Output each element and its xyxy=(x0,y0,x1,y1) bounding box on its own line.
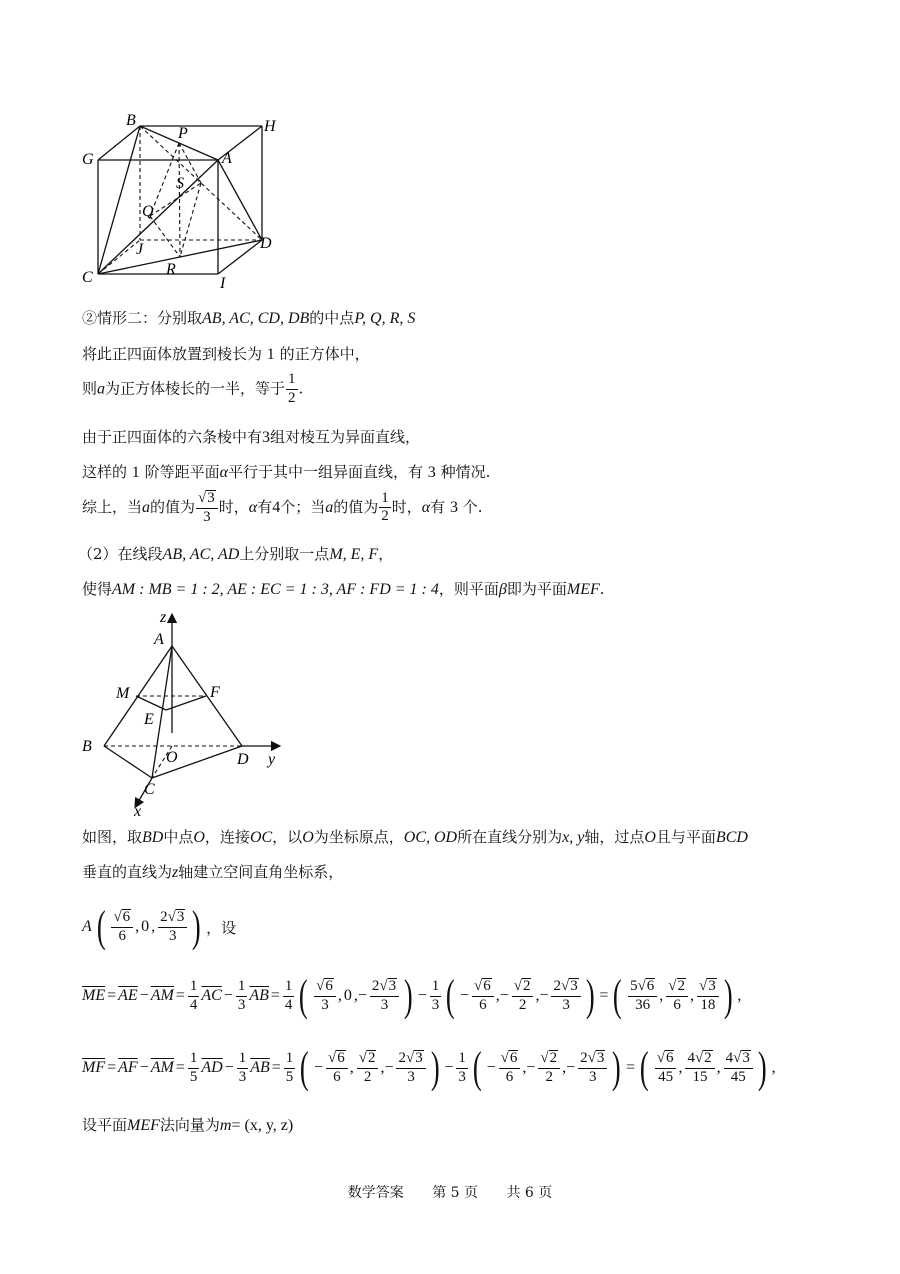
label-B: B xyxy=(126,112,136,129)
label-A: A xyxy=(222,150,232,167)
label-E: E xyxy=(144,711,154,728)
label-z: z xyxy=(160,609,167,626)
cube-figure xyxy=(80,108,290,293)
label-I: I xyxy=(220,275,226,292)
page-footer xyxy=(0,1182,900,1202)
footer-page: 第 5 页 xyxy=(432,1185,478,1201)
label-F: F xyxy=(210,684,220,701)
label-S: S xyxy=(176,175,184,192)
label-H: H xyxy=(264,118,276,135)
normal-vector-line: 设平面MEF法向量为m= (x, y, z) xyxy=(82,1116,294,1134)
point-A-line: A ( $\frac{√6}{6}$ , 0 , $\frac{2√3}{3}$ ) ，设 xyxy=(82,902,237,951)
label-P: P xyxy=(178,125,188,142)
tetra-figure xyxy=(80,608,290,818)
label-A2: A xyxy=(154,631,164,648)
part2-line: （2）在线段AB, AC, AD上分别取一点M, E, F， xyxy=(78,545,394,563)
footer-total: 共 6 页 xyxy=(506,1185,553,1201)
footer-subject: 数学答案 xyxy=(347,1185,404,1201)
eq-ME: $\overline{ME}$ = $\overline{AE}$ − $\overline{AM}$ = $\frac{1}{4}$ $\overline{AC}$ − $\frac{1}{3}$ $\overline{AB}$ = $\frac{1}{4}$ ( $\frac{√6}{3}$ , 0 ,− $\frac{2√3}{3}$ ) − $\frac{1}{3}$ ( − $\frac{√6}{6}$ ,− $\frac{√2}{2}$ ,− $\frac{2√3}{3}$ ) = ( $\frac{5√6}{36}$ , $\frac{√2}{6}$ , $\frac{√3}{18}$ ) , xyxy=(82,971,742,1020)
eq-MF: $\overline{MF}$ = $\overline{AF}$ − $\overline{AM}$ = $\frac{1}{5}$ $\overline{AD}$ − $\frac{1}{3}$ $\overline{AB}$ = $\frac{1}{5}$ ( − $\frac{√6}{6}$ , $\frac{√2}{2}$ ,− $\frac{2√3}{3}$ ) − $\frac{1}{3}$ ( − $\frac{√6}{6}$ ,− $\frac{√2}{2}$ ,− $\frac{2√3}{3}$ ) = ( $\frac{√6}{45}$ , $\frac{4√2}{15}$ , $\frac{4√3}{45}$ ) , xyxy=(82,1043,776,1092)
label-x: x xyxy=(134,803,142,818)
label-y: y xyxy=(268,751,276,768)
coord-line-1: 如图，取BD中点O，连接OC，以O为坐标原点，OC, OD所在直线分别为x, y轴，过点O且与平面BCD xyxy=(82,828,748,846)
label-M: M xyxy=(116,685,130,702)
label-D2: D xyxy=(237,751,249,768)
label-C: C xyxy=(82,269,93,286)
place-line: 将此正四面体放置到棱长为 1 的正方体中， xyxy=(82,345,370,363)
label-B2: B xyxy=(82,738,92,755)
pairs-line: 由于正四面体的六条棱中有3组对棱互为异面直线， xyxy=(82,428,421,446)
label-C2: C xyxy=(144,781,155,798)
label-J: J xyxy=(136,241,144,258)
ratio-line: 使得AM : MB = 1 : 2, AE : EC = 1 : 3, AF : FD = 1 : 4，则平面β即为平面MEF. xyxy=(82,580,605,598)
case2-line: ②情形二：分别取AB, AC, CD, DB的中点P, Q, R, S xyxy=(82,309,416,327)
label-Q: Q xyxy=(142,203,154,220)
label-O: O xyxy=(166,749,178,766)
label-G: G xyxy=(82,151,94,168)
label-R: R xyxy=(166,261,176,278)
summary-line: 综上，当a的值为 $\frac{√3}{3}$ 时，α有4个；当a的值为 $\frac{1}{2}$ 时，α有 3 个. xyxy=(82,489,483,525)
label-D: D xyxy=(260,235,272,252)
alpha-half-line: 则a为正方体棱长的一半，等于 $\frac{1}{2}$ . xyxy=(82,371,304,406)
such-line: 这样的 1 阶等距平面α平行于其中一组异面直线，有 3 种情况. xyxy=(82,463,491,481)
coord-line-2: 垂直的直线为z轴建立空间直角坐标系， xyxy=(82,863,344,881)
